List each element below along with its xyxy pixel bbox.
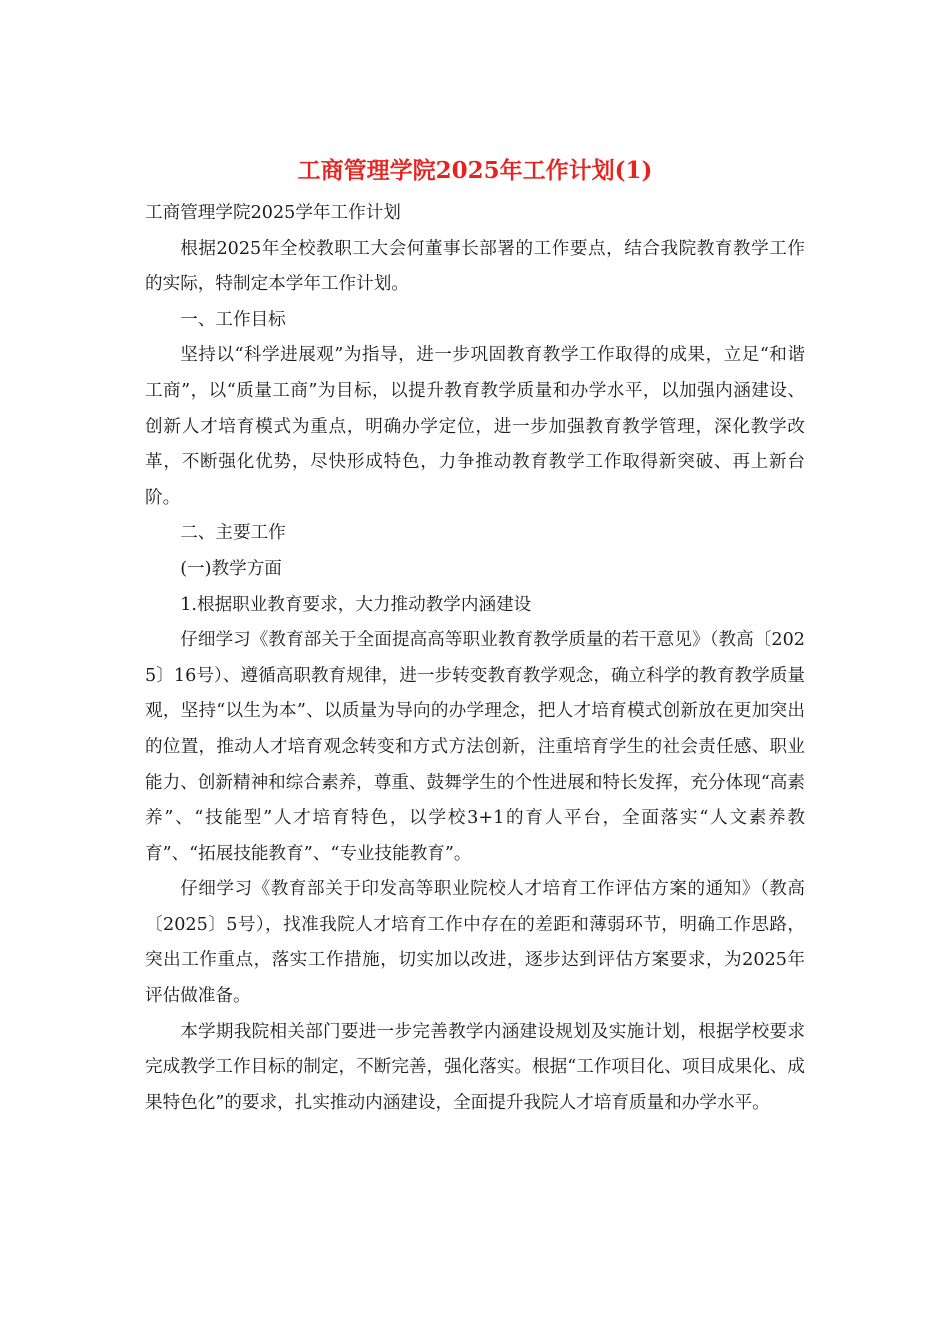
body-paragraph: 仔细学习《教育部关于全面提高高等职业教育教学质量的若干意见》（教高〔2025〕16号）、遵循高职教育规律，进一步转变教育教学观念，确立科学的教育教学质量观，坚持“以生为本”、以质量为导向的办学理念，把人才培育模式创新放在更加突出的位置，推动人才培育观念转变和方式方法创新，注重培育学生的社会责任感、职业能力、创新精神和综合素养，尊重、鼓舞学生的个性进展和特长发挥，充分体现“高素养”、“技能型”人才培育特色，以学校3+1的育人平台，全面落实“人文素养教育”、“拓展技能教育”、“专业技能教育”。 <box>145 630 805 864</box>
intro-paragraph: 根据2025年全校教职工大会何董事长部署的工作要点，结合我院教育教学工作的实际，特制定本学年工作计划。 <box>145 238 805 295</box>
item-heading-1: 1.根据职业教育要求，大力推动教学内涵建设 <box>180 594 532 615</box>
document-body <box>145 196 805 1121</box>
goals-paragraph: 坚持以“科学进展观”为指导，进一步巩固教育教学工作取得的成果，立足“和谐工商”，以“质量工商”为目标，以提升教育教学质量和办学水平，以加强内涵建设、创新人才培育模式为重点，明确办学定位，进一步加强教育教学管理，深化教学改革，不断强化优势，尽快形成特色，力争推动教育教学工作取得新突破、再上新台阶。 <box>145 345 805 508</box>
body-paragraph: 仔细学习《教育部关于印发高等职业院校人才培育工作评估方案的通知》（教高〔2025〕5号），找准我院人才培育工作中存在的差距和薄弱环节，明确工作思路，突出工作重点，落实工作措施，切实加以改进，逐步达到评估方案要求，为2025年评估做准备。 <box>145 879 805 1007</box>
document-title: 工商管理学院2025年工作计划(1) <box>297 157 653 184</box>
section-heading-main-work: 二、主要工作 <box>180 523 286 544</box>
document-subtitle: 工商管理学院2025学年工作计划 <box>145 203 401 223</box>
body-paragraph: 本学期我院相关部门要进一步完善教学内涵建设规划及实施计划，根据学校要求完成教学工作目标的制定，不断完善，强化落实。根据“工作项目化、项目成果化、成果特色化”的要求，扎实推动内涵建设，全面提升我院人才培育质量和办学水平。 <box>145 1021 805 1113</box>
section-heading-goals: 一、工作目标 <box>180 309 286 330</box>
subsection-heading-teaching: (一)教学方面 <box>180 558 282 579</box>
